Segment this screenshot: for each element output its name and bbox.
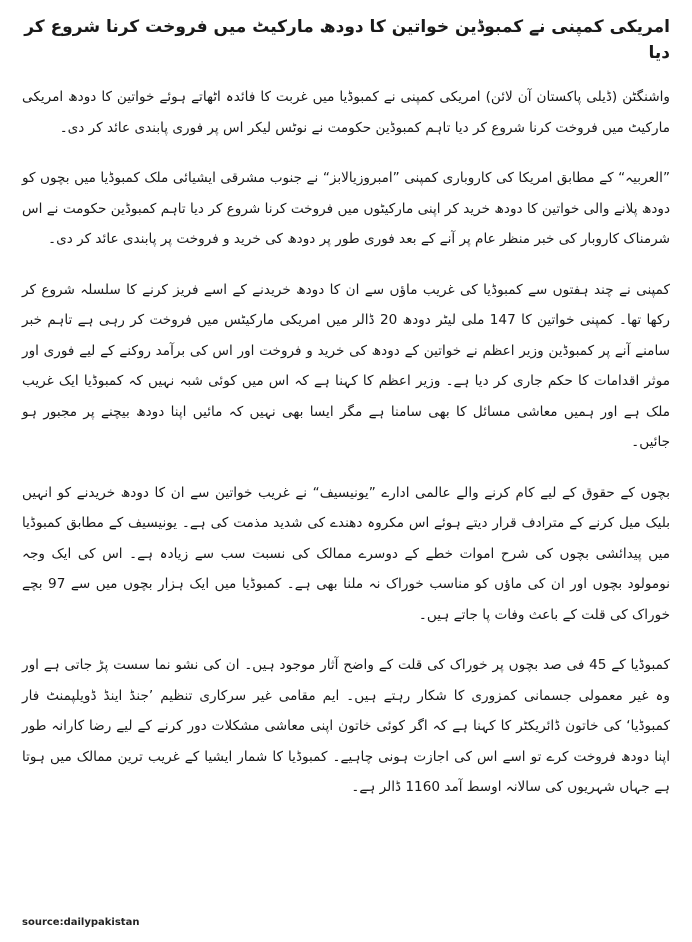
article-paragraph-1: واشنگٹن (ڈیلی پاکستان آن لائن) امریکی کمپنی نے کمبوڈیا میں غربت کا فائدہ اٹھاتے ہوئے خواتین کا دودھ امریکی مارکیٹ میں فروخت کرنا شروع کر دیا تاہم کمبوڈین حکومت نے نوٹس لیکر اس پر فوری پابندی عائد کر دی۔ [22,89,670,136]
article-paragraph-4: بچوں کے حقوق کے لیے کام کرنے والے عالمی ادارے ”یونیسیف“ نے غریب خواتین سے ان کا دودھ خریدنے کو انہیں بلیک میل کرنے کے مترادف قرار دیتے ہوئے اس مکروہ دھندے کی شدید مذمت کی ہے۔ یونیسیف کے مطابق کمبوڈیا میں پیدائشی بچوں کی شرح اموات خطے کے دوسرے ممالک کی نسبت سب سے زیادہ ہے۔ اس کی ایک وجہ نومولود بچوں اور ان کی ماؤں کو مناسب خوراک نہ ملنا بھی ہے۔ کمبوڈیا میں ایک ہزار بچوں میں سے 97 بچے خوراک کی قلت کے باعث وفات پا جاتے ہیں۔ [22,484,670,623]
source-credit: source:dailypakistan [22,917,140,928]
article-title: امریکی کمپنی نے کمبوڈین خواتین کا دودھ مارکیٹ میں فروخت کرنا شروع کر دیا [24,17,670,63]
article-paragraph-3: کمپنی نے چند ہفتوں سے کمبوڈیا کی غریب ماؤں سے ان کا دودھ خریدنے کے اسے فریز کرنے کا سلسلہ شروع کر رکھا تھا۔ کمپنی خواتین کا 147 ملی لیٹر دودھ 20 ڈالر میں امریکی مارکیٹس میں فروخت کر رہی ہے تاہم خبر سامنے آنے پر کمبوڈین وزیر اعظم نے خواتین کے دودھ کی خرید و فروخت اور اس کی برآمد روکنے کے لیے فوری اور موثر اقدامات کا حکم جاری کر دیا ہے۔ وزیر اعظم کا کہنا ہے کہ اس میں کوئی شبہ نہیں کہ کمبوڈیا ایک غریب ملک ہے اور ہمیں معاشی مسائل کا بھی سامنا ہے مگر ایسا بھی نہیں کہ مائیں اپنا دودھ بیچنے پر مجبور ہو جائیں۔ [22,281,670,450]
article-paragraph-5: کمبوڈیا کے 45 فی صد بچوں پر خوراک کی قلت کے واضح آثار موجود ہیں۔ ان کی نشو نما سست پڑ جاتی ہے اور وہ غیر معمولی جسمانی کمزوری کا شکار رہتے ہیں۔ ایم مقامی غیر سرکاری تنظیم ’جنڈ اینڈ ڈویلپمنٹ فار کمبوڈیا‘ کی خاتون ڈائریکٹر کا کہنا ہے کہ اگر کوئی خاتون اپنی معاشی مشکلات دور کرنے کے لیے رضا کارانہ طور اپنا دودھ فروخت کرے تو اسے اس کی اجازت ہونی چاہیے۔ کمبوڈیا کا شمار ایشیا کے غریب ترین ممالک میں ہوتا ہے جہاں شہریوں کی سالانہ اوسط آمد 1160 ڈالر ہے۔ [22,657,670,795]
article-paragraph-2: ”العربیہ“ کے مطابق امریکا کی کاروباری کمپنی ”امبروزیالابز“ نے جنوب مشرقی ایشیائی ملک کمبوڈیا میں بچوں کو دودھ پلانے والی خواتین کا دودھ خرید کر اپنی مارکیٹوں میں فروخت کرنا شروع کر دیا تاہم کمبوڈین حکومت نے اس شرمناک کاروبار کی خبر منظر عام پر آنے کے بعد فوری طور پر دودھ کی خرید و فروخت پر پابندی عائد کر دی۔ [22,170,670,247]
